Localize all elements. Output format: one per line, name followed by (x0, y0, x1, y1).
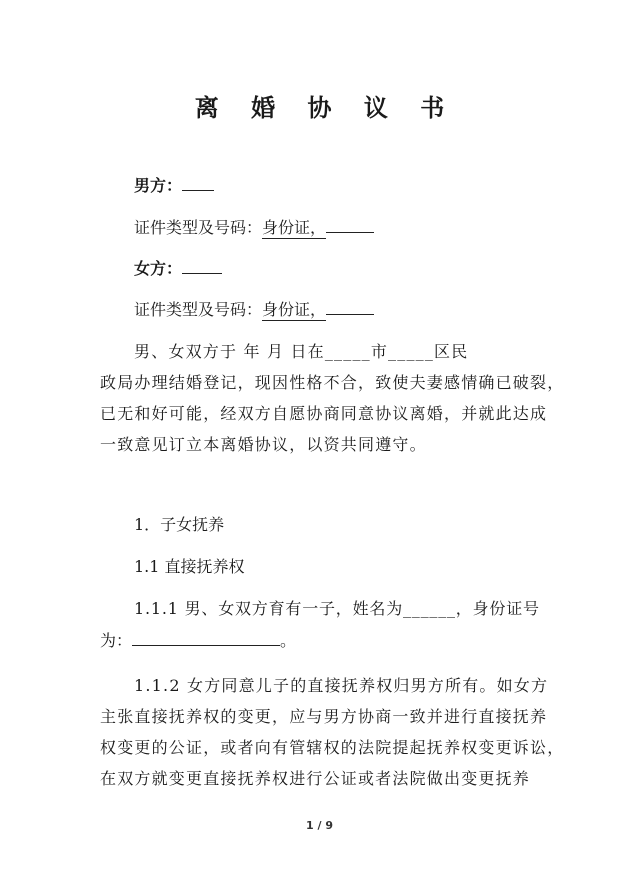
page-number: 1 / 9 (306, 819, 333, 832)
section-1-heading: 1．子女抚养 (134, 515, 225, 534)
female-id-label: 证件类型及号码： (134, 300, 263, 319)
clause-1-1-2-line-3: 权变更的公证，或者向有管辖权的法院提起抚养权变更诉讼， (100, 738, 565, 757)
male-name-blank (182, 176, 214, 191)
female-label: 女方： (134, 259, 183, 278)
clause-1-1-2-line-4: 在双方就变更直接抚养权进行公证或者法院做出变更抚养 (100, 769, 531, 788)
female-name-blank (182, 259, 222, 274)
male-label: 男方： (134, 176, 183, 195)
male-id-value: 身份证， (262, 218, 327, 237)
female-id-number-blank (326, 300, 374, 315)
clause-1-1-2-rest (100, 701, 565, 794)
female-id-line (134, 300, 374, 320)
section-1-1-heading: 1.1 直接抚养权 (134, 557, 245, 576)
intro-line-1: 男、女双方于 年 月 日在_____市_____区民 (134, 342, 469, 361)
male-id-number-blank (326, 218, 374, 233)
male-id-line (134, 218, 374, 238)
clause-1-1-2-line-1: 1.1.2 女方同意儿子的直接抚养权归男方所有。如女方 (134, 676, 549, 695)
clause-1-1-2-line-2: 主张直接抚养权的变更，应与男方协商一致并进行直接抚养 (100, 707, 548, 726)
male-party-line (134, 176, 214, 196)
intro-line-3: 已无和好可能，经双方自愿协商同意协议离婚，并就此达成 (100, 404, 548, 423)
intro-line-4: 一致意见订立本离婚协议，以资共同遵守。 (100, 435, 427, 454)
male-id-label: 证件类型及号码： (134, 218, 263, 237)
id-number-blank (132, 631, 280, 646)
female-party-line (134, 259, 222, 279)
female-id-value: 身份证， (262, 300, 327, 319)
clause-1-1-1-suffix: 。 (280, 631, 297, 650)
clause-1-1-1-prefix: 为： (100, 631, 133, 650)
clause-1-1-1-line-1: 1.1.1 男、女双方育有一子，姓名为______，身份证号 (134, 599, 540, 618)
intro-line-2: 政局办理结婚登记，现因性格不合，致使夫妻感情确已破裂， (100, 373, 565, 392)
intro-paragraph-rest (100, 367, 565, 460)
clause-1-1-1-line-2 (100, 631, 296, 651)
document-title: 离 婚 协 议 书 (194, 94, 457, 122)
